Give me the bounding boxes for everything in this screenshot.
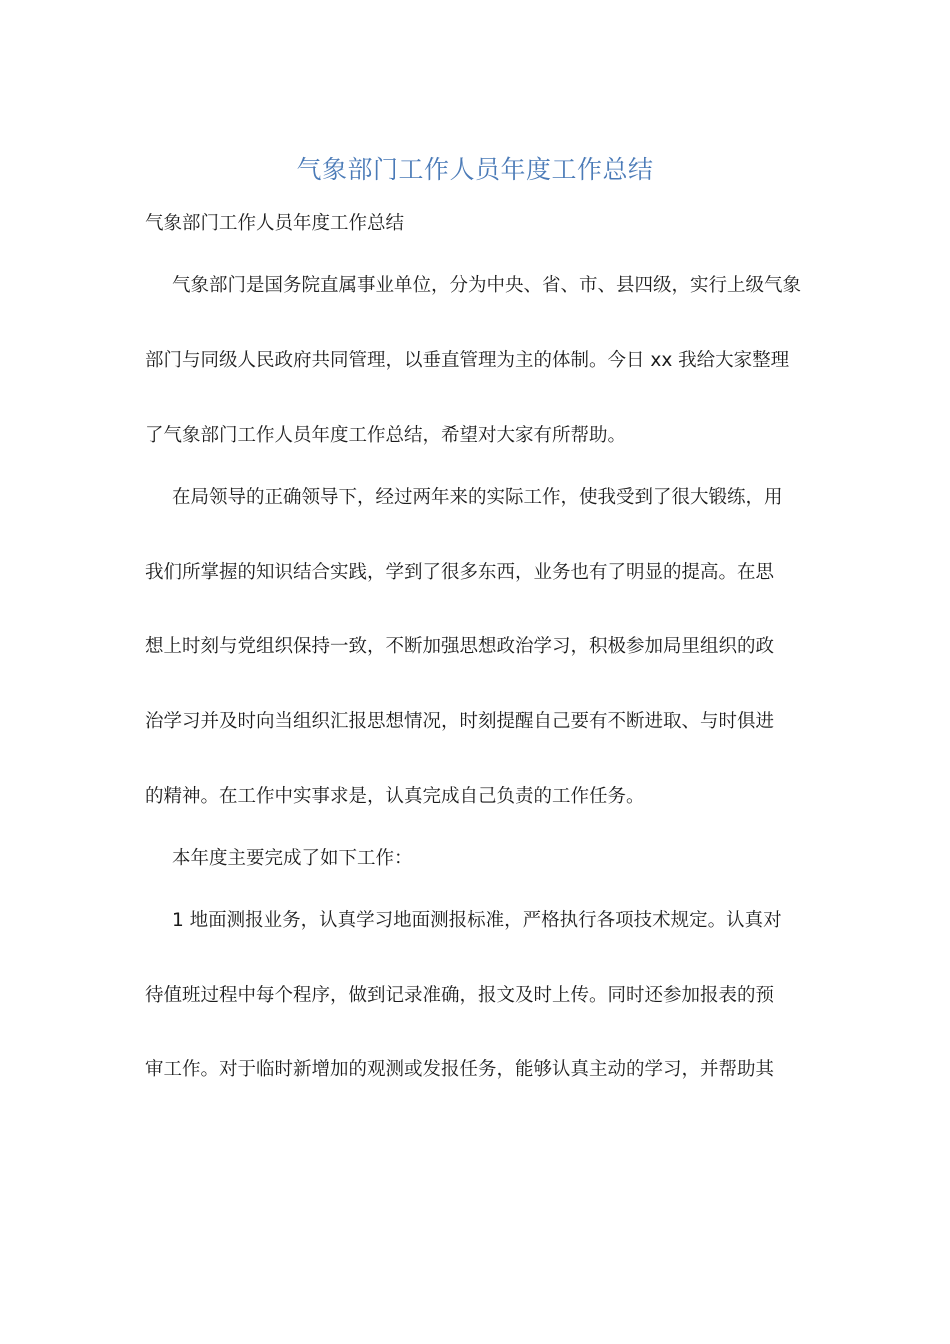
paragraph-4-line-2: 待值班过程中每个程序，做到记录准确，报文及时上传。同时还参加报表的预 — [145, 985, 775, 1006]
paragraph-1-line-1: 气象部门是国务院直属事业单位，分为中央、省、市、县四级，实行上级气象 — [172, 275, 802, 296]
paragraph-4-line-3: 审工作。对于临时新增加的观测或发报任务，能够认真主动的学习，并帮助其 — [145, 1059, 775, 1080]
paragraph-2-line-2: 我们所掌握的知识结合实践，学到了很多东西，业务也有了明显的提高。在思 — [145, 562, 775, 583]
paragraph-2-line-5: 的精神。在工作中实事求是，认真完成自己负责的工作任务。 — [145, 786, 645, 807]
paragraph-2-line-4: 治学习并及时向当组织汇报思想情况，时刻提醒自己要有不断进取、与时俱进 — [145, 711, 775, 732]
document-subtitle: 气象部门工作人员年度工作总结 — [145, 213, 405, 234]
document-title: 气象部门工作人员年度工作总结 — [296, 155, 654, 184]
paragraph-4-line-1: 1 地面测报业务，认真学习地面测报标准，严格执行各项技术规定。认真对 — [172, 910, 782, 931]
paragraph-2-line-1: 在局领导的正确领导下，经过两年来的实际工作，使我受到了很大锻练，用 — [172, 487, 783, 508]
paragraph-2-line-3: 想上时刻与党组织保持一致，不断加强思想政治学习，积极参加局里组织的政 — [145, 636, 775, 657]
paragraph-1-line-2: 部门与同级人民政府共同管理，以垂直管理为主的体制。今日 xx 我给大家整理 — [145, 350, 790, 371]
paragraph-3-line-1: 本年度主要完成了如下工作： — [172, 848, 413, 869]
paragraph-1-line-3: 了气象部门工作人员年度工作总结，希望对大家有所帮助。 — [145, 425, 627, 446]
